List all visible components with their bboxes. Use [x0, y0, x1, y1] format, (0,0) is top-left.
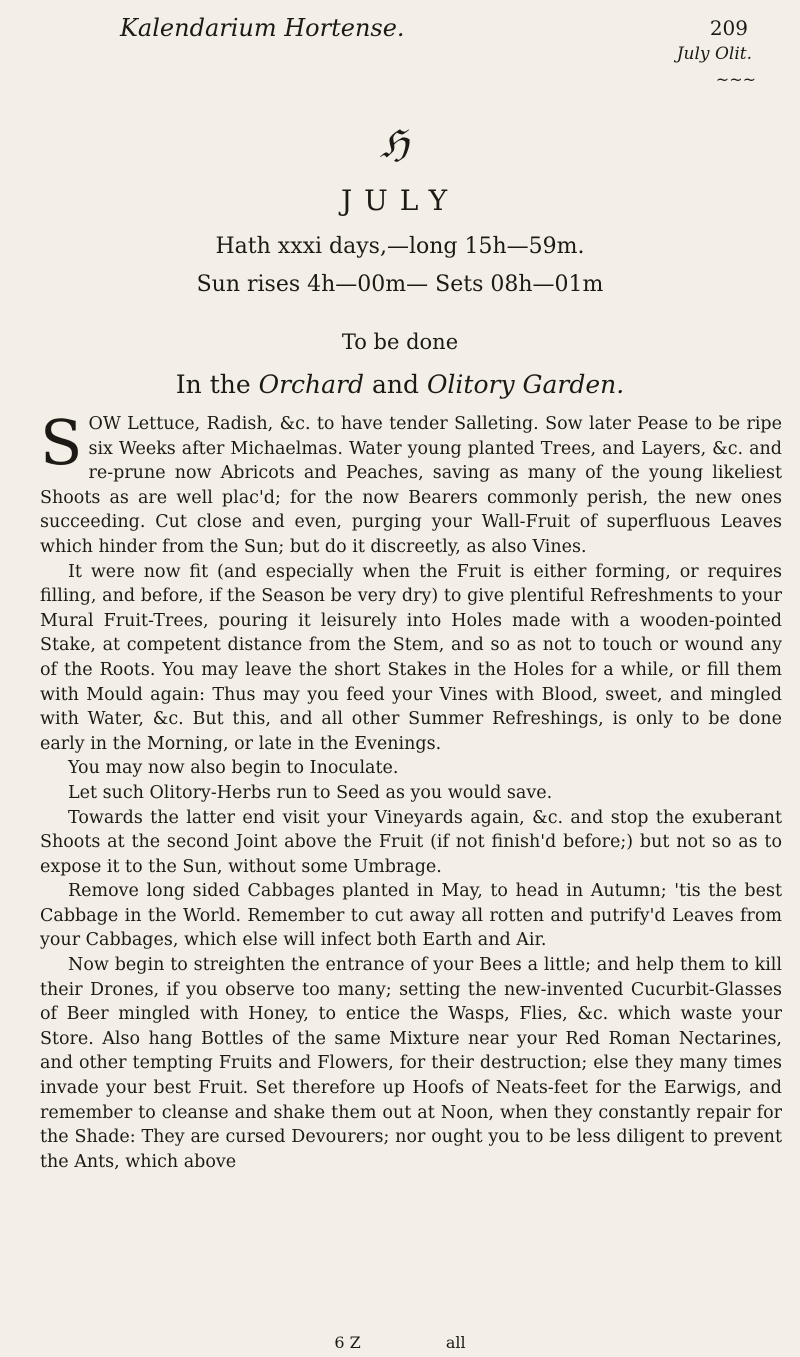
- zodiac-sign-glyph: ℌ: [380, 122, 409, 166]
- running-head: [120, 14, 800, 89]
- catchword: all: [445, 1333, 466, 1352]
- paragraph: You may now also begin to Inoculate.: [68, 758, 399, 779]
- running-title: Kalendarium Hortense.: [120, 14, 405, 42]
- paragraph: Let such Olitory-Herbs run to Seed as you would save.: [68, 782, 553, 803]
- page-number: 209: [709, 16, 748, 40]
- paragraph: Now begin to streighten the entrance of your Bees a little; and help them to kill their Drones, if you observe too many; setting the new-invented Cucurbit-Glasses of Beer mingled with Honey, to entice the Wasps, Flies, &c. which waste your Store. Also hang Bottles of the same Mixture near your Red Roman Nectarines, and other tempting Fruits and Flowers, for their destruction; else they many times invade your best Fruit. Set therefore up Hoofs of Neats-feet for the Earwigs, and remember to cleanse and shake them out at Noon, when they constantly repair for the Shade: They are cursed Devourers; nor ought you to be less diligent to prevent the Ants, which above: [40, 955, 782, 1172]
- body-text: [40, 412, 782, 1342]
- section-heading-and: and: [371, 370, 419, 399]
- paragraph: Towards the latter end visit your Vineyards again, &c. and stop the exuberant Shoots at the second Joint above the Fruit (if not finish'd before;) but not so as to expose it to the Sun, without some Umbrage.: [40, 807, 782, 877]
- section-heading-prefix: In the: [175, 370, 251, 399]
- catchline: [0, 1333, 800, 1352]
- section-heading-garden: Olitory Garden.: [426, 370, 625, 399]
- section-heading-orchard: Orchard: [258, 370, 365, 399]
- sun-line: Sun rises 4h—00m— Sets 08h—01m: [196, 272, 604, 297]
- paragraph-text: OW Lettuce, Radish, &c. to have tender Salleting. Sow later Pease to be ripe six Weeks after Michaelmas. Water young planted Trees, and Layers, &c. and re-prune now Abricots and Peaches, saving as many of the young likeliest Shoots as are well plac'd; for the now Bearers commonly perish, the new ones succeeding. Cut close and even, purging your Wall-Fruit of superfluous Leaves which hinder from the Sun; but do it discreetly, as also Vines.: [40, 414, 782, 557]
- todo-heading: To be done: [341, 330, 459, 354]
- paragraph: Remove long sided Cabbages planted in May, to head in Autumn; 'tis the best Cabbage in the World. Remember to cut away all rotten and putrify'd Leaves from your Cabbages, which else will infect both Earth and Air.: [40, 881, 782, 951]
- paragraph: [40, 412, 782, 560]
- section-heading: [0, 370, 800, 399]
- signature-mark: 6 Z: [334, 1333, 361, 1352]
- paragraph: It were now fit (and especially when the Fruit is either forming, or requires filling, and before, if the Season be very dry) to give plentiful Refreshments to your Mural Fruit-Trees, pouring it leisurely into Holes made with a wooden-pointed Stake, at competent distance from the Stem, and so as not to touch or wound any of the Roots. You may leave the short Stakes in the Holes for a while, or fill them with Mould again: Thus may you feed your Vines with Blood, sweet, and mingled with Water, &c. But this, and all other Summer Refreshings, is only to be done early in the Morning, or late in the Evenings.: [40, 561, 782, 754]
- month-abbrev: July Olit.: [676, 44, 752, 64]
- flourish-ornament: ~~~: [715, 70, 756, 89]
- month-title: JULY: [340, 184, 460, 217]
- drop-cap: S: [40, 412, 83, 479]
- days-line: Hath xxxi days,—long 15h—59m.: [215, 234, 585, 259]
